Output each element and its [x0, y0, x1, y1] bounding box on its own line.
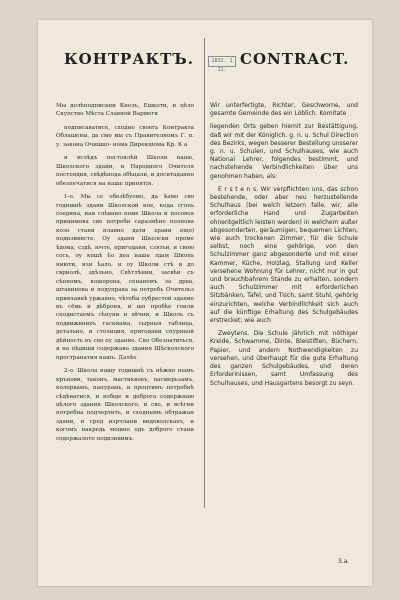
- cyrillic-paragraph: и вслѣдъ постоялѣй Школи наше, Школского здани, и Народного Очителя постоядия, свѣдѣнода обѣцали, и доситаданно обезпечатися на наше принятія.: [56, 155, 194, 187]
- cyrillic-paragraph: 2-о. Школа нашу годишнѣ съ нѣжно нымъ кръпови, таконъ, мастиквовъ, пасмерьзамъ, колорвамъ, папурамь, и процтимъ потребнѣ сѣдѣнатися, и вобще и доброга содержнаю цѣлого здания Школского, и сво, и всѣгни потребна подчертить, и сходнымъ обтражан здани, и сред изрчлани видоволскахъ, и когомъ накредь мошно одъ доброго стани содержалото подизивимъ.: [56, 368, 194, 442]
- german-column: [210, 102, 358, 393]
- german-paragraph: liegenden Orts geben hiemit zur Bestättigung, daß wir mit der Königlich. g. n. u. Schul Direction des Bezirks, wegen besserer Bestellung unsserer g. n. u. Schulen, und Schulhauses, wie auch National Lehrer, folgendes bestimmt, und nachstehende Verbindlichkeiten über uns genohmen haben, als:: [210, 123, 358, 180]
- archive-stamp: 1832. 1 11.: [208, 56, 236, 67]
- german-paragraph: E r s t e n s. Wir verpflichten uns, das schon bestehende, oder aber neu herzustellende Schulhaus (bei welch letzern falle, wir, alle erforderliche Hand und Zugarbeiten ohnentgeltlich leisten werden) in welchem außer abgesonderten, geräumigen, bequemen Lichten, wie auch trockenen Zimmer, für die Schule selbst, noch eine gehörige, von den Schulzimmer ganz abgesonderte und mit einer Kammer, Küche, Holzlag, Stallung und Keller versehene Wohnung für Lehrer, nicht nur in gut und brauchbahrem Stande zu erhalten, sondern auch Schulzimmer mit erforderlichen Sitzbänken, Tafel, und Tisch, samt Stuhl, gehörig einzurichten, welche Verbindlichkeit sich auch auf die künftige Erhaltung des Schulgebäudes erstrecket; wie auch: [210, 185, 358, 325]
- document-page: [38, 20, 372, 586]
- cyrillic-column: [56, 102, 194, 448]
- german-paragraph: Wir unterfertigte, Richter, Geschworne, und gesamte Gemeinde des ein Löblich. Komitate: [210, 102, 358, 118]
- contract-title-german: CONTRACT.: [240, 50, 350, 68]
- german-paragraph: Zweytens. Die Schule jährlich mit nöthiger Kreide, Schwamme, Dinte, Bleistiften, Büchern, Papier, und andern Nothwendigkeiten zu versehen, und überhaupt für die gute Erhaltung des ganzen Schulgebäudes, und deren Erforderinissen, samt Umfassung des Schulhauses, und Hausgartens besorgt zu seyn.: [210, 330, 358, 387]
- contract-title-cyrillic: КОНТРАКТЪ.: [64, 50, 194, 68]
- cyrillic-paragraph: подписаватисе, сходно своегь Контракта Облашены, да смо мы съ Правителномъ Г. н. у. закона Очишно- нома Дирекціома Кр. К а: [56, 124, 194, 148]
- page-number: 3.a.: [338, 558, 350, 565]
- cyrillic-paragraph: 1-о. Мы се обезѣбуемо, да ѣамо сво годишнѣ здани Школской ное, кода сгопь соедина, наи слѣвано поме Школа и посовоя принимова сво потреби саразмѣно полнова коэо стани плавно дати храни ещо) подизивисте. Оу здани Школски проме ѣдома, сздѣ, ючте, пригодани, сзятьи, и свою сось, оу кошѣ ѣо деа наша здам Шкопь ниюти, изи ѣало, и оу Школи стѣ и до сврнолѣ, здѣльно, Свѣтлѣнии, засвѣи съ сѣнномъ, кошорона, сенаномъ за дрва, штавинова и подуправа за потребь Очительз привлавнѣ уржавно, чѣтобы оубрестой здание въ сёмь и дѣброня, и шо пробѣе гонли сподистаемъ сѣнуни и вѣчни, и Школь съ подвижвнихъ гаскиама, сырныя таблица, детально, и столиция, пригодани спурицой дѣйность въ сво оу здание. Сво Обезпатиться, и на пѣдиши содержаво здания Шѣсколского пространатия нашъ. Далѣе: [56, 194, 195, 361]
- column-divider: [204, 38, 205, 508]
- cyrillic-paragraph: Мы долѣподписани Кнезъ, Ешкоти, и цѣло Скупство Мѣста Славной Вармеги: [56, 103, 194, 118]
